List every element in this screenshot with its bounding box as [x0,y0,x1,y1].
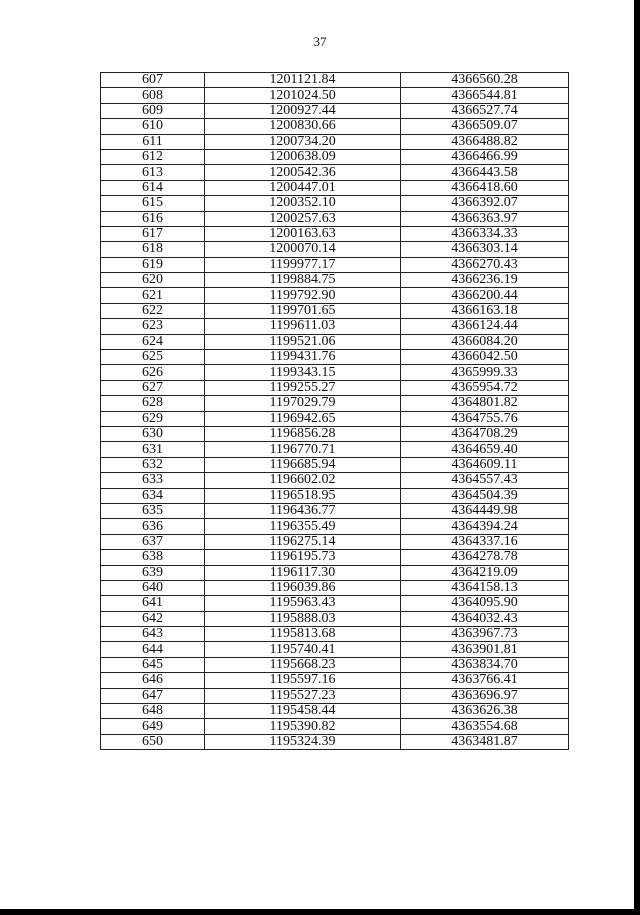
y-coordinate-cell: 4363554.68 [401,719,569,734]
point-number-cell: 614 [101,180,205,195]
x-coordinate-cell: 1195324.39 [205,734,401,749]
x-coordinate-cell: 1199792.90 [205,288,401,303]
table-row [101,534,569,549]
table-row [101,503,569,518]
point-number-cell: 647 [101,688,205,703]
table-row [101,704,569,719]
y-coordinate-cell: 4366163.18 [401,303,569,318]
x-coordinate-cell: 1196355.49 [205,519,401,534]
point-number-cell: 619 [101,257,205,272]
point-number-cell: 623 [101,319,205,334]
point-number-cell: 618 [101,242,205,257]
point-number-cell: 634 [101,488,205,503]
x-coordinate-cell: 1196195.73 [205,550,401,565]
table-row [101,319,569,334]
point-number-cell: 611 [101,134,205,149]
point-number-cell: 620 [101,273,205,288]
y-coordinate-cell: 4364032.43 [401,611,569,626]
y-coordinate-cell: 4364158.13 [401,580,569,595]
table-row [101,519,569,534]
table-row [101,426,569,441]
x-coordinate-cell: 1196770.71 [205,442,401,457]
table-row [101,473,569,488]
x-coordinate-cell: 1200638.09 [205,149,401,164]
table-row [101,396,569,411]
x-coordinate-cell: 1195740.41 [205,642,401,657]
table-row [101,596,569,611]
point-number-cell: 617 [101,226,205,241]
coordinates-table [100,72,569,750]
y-coordinate-cell: 4366084.20 [401,334,569,349]
x-coordinate-cell: 1199701.65 [205,303,401,318]
point-number-cell: 640 [101,580,205,595]
x-coordinate-cell: 1200927.44 [205,103,401,118]
y-coordinate-cell: 4366303.14 [401,242,569,257]
y-coordinate-cell: 4366443.58 [401,165,569,180]
point-number-cell: 628 [101,396,205,411]
x-coordinate-cell: 1200163.63 [205,226,401,241]
y-coordinate-cell: 4364278.78 [401,550,569,565]
x-coordinate-cell: 1199884.75 [205,273,401,288]
y-coordinate-cell: 4365999.33 [401,365,569,380]
x-coordinate-cell: 1195668.23 [205,657,401,672]
table-row [101,103,569,118]
x-coordinate-cell: 1200070.14 [205,242,401,257]
x-coordinate-cell: 1196685.94 [205,457,401,472]
point-number-cell: 627 [101,380,205,395]
y-coordinate-cell: 4363481.87 [401,734,569,749]
y-coordinate-cell: 4366466.99 [401,149,569,164]
x-coordinate-cell: 1199521.06 [205,334,401,349]
y-coordinate-cell: 4366560.28 [401,73,569,88]
x-coordinate-cell: 1199977.17 [205,257,401,272]
point-number-cell: 626 [101,365,205,380]
point-number-cell: 644 [101,642,205,657]
x-coordinate-cell: 1196039.86 [205,580,401,595]
x-coordinate-cell: 1196117.30 [205,565,401,580]
y-coordinate-cell: 4363967.73 [401,627,569,642]
x-coordinate-cell: 1199431.76 [205,350,401,365]
y-coordinate-cell: 4364219.09 [401,565,569,580]
point-number-cell: 622 [101,303,205,318]
table-row [101,673,569,688]
y-coordinate-cell: 4364557.43 [401,473,569,488]
y-coordinate-cell: 4366363.97 [401,211,569,226]
point-number-cell: 649 [101,719,205,734]
x-coordinate-cell: 1195813.68 [205,627,401,642]
y-coordinate-cell: 4363626.38 [401,704,569,719]
point-number-cell: 607 [101,73,205,88]
table-row [101,688,569,703]
table-row [101,642,569,657]
y-coordinate-cell: 4363834.70 [401,657,569,672]
table-row [101,119,569,134]
table-row [101,242,569,257]
coordinates-table-body [101,73,569,750]
y-coordinate-cell: 4366236.19 [401,273,569,288]
x-coordinate-cell: 1197029.79 [205,396,401,411]
y-coordinate-cell: 4364659.40 [401,442,569,457]
point-number-cell: 625 [101,350,205,365]
point-number-cell: 608 [101,88,205,103]
y-coordinate-cell: 4364394.24 [401,519,569,534]
point-number-cell: 621 [101,288,205,303]
x-coordinate-cell: 1200830.66 [205,119,401,134]
x-coordinate-cell: 1195458.44 [205,704,401,719]
table-row [101,288,569,303]
point-number-cell: 613 [101,165,205,180]
point-number-cell: 636 [101,519,205,534]
table-row [101,457,569,472]
x-coordinate-cell: 1196518.95 [205,488,401,503]
table-row [101,488,569,503]
x-coordinate-cell: 1195888.03 [205,611,401,626]
table-row [101,734,569,749]
page-number: 37 [313,34,327,49]
point-number-cell: 624 [101,334,205,349]
y-coordinate-cell: 4366509.07 [401,119,569,134]
y-coordinate-cell: 4364095.90 [401,596,569,611]
y-coordinate-cell: 4364708.29 [401,426,569,441]
x-coordinate-cell: 1199343.15 [205,365,401,380]
point-number-cell: 609 [101,103,205,118]
x-coordinate-cell: 1201121.84 [205,73,401,88]
y-coordinate-cell: 4364755.76 [401,411,569,426]
x-coordinate-cell: 1195597.16 [205,673,401,688]
y-coordinate-cell: 4366200.44 [401,288,569,303]
table-row [101,611,569,626]
table-row [101,180,569,195]
point-number-cell: 632 [101,457,205,472]
table-row [101,627,569,642]
x-coordinate-cell: 1200542.36 [205,165,401,180]
y-coordinate-cell: 4363696.97 [401,688,569,703]
x-coordinate-cell: 1200257.63 [205,211,401,226]
y-coordinate-cell: 4364504.39 [401,488,569,503]
x-coordinate-cell: 1195390.82 [205,719,401,734]
y-coordinate-cell: 4366334.33 [401,226,569,241]
table-row [101,334,569,349]
point-number-cell: 638 [101,550,205,565]
y-coordinate-cell: 4364337.16 [401,534,569,549]
point-number-cell: 615 [101,196,205,211]
point-number-cell: 637 [101,534,205,549]
table-row [101,211,569,226]
x-coordinate-cell: 1199255.27 [205,380,401,395]
x-coordinate-cell: 1196856.28 [205,426,401,441]
point-number-cell: 610 [101,119,205,134]
point-number-cell: 612 [101,149,205,164]
x-coordinate-cell: 1196602.02 [205,473,401,488]
point-number-cell: 639 [101,565,205,580]
table-row [101,657,569,672]
point-number-cell: 645 [101,657,205,672]
y-coordinate-cell: 4364449.98 [401,503,569,518]
table-row [101,303,569,318]
point-number-cell: 641 [101,596,205,611]
point-number-cell: 631 [101,442,205,457]
point-number-cell: 646 [101,673,205,688]
table-row [101,350,569,365]
y-coordinate-cell: 4366124.44 [401,319,569,334]
table-row [101,134,569,149]
table-row [101,442,569,457]
point-number-cell: 648 [101,704,205,719]
y-coordinate-cell: 4366042.50 [401,350,569,365]
point-number-cell: 629 [101,411,205,426]
x-coordinate-cell: 1199611.03 [205,319,401,334]
point-number-cell: 616 [101,211,205,226]
point-number-cell: 635 [101,503,205,518]
y-coordinate-cell: 4366488.82 [401,134,569,149]
y-coordinate-cell: 4366270.43 [401,257,569,272]
y-coordinate-cell: 4366418.60 [401,180,569,195]
y-coordinate-cell: 4364801.82 [401,396,569,411]
table-row [101,226,569,241]
point-number-cell: 642 [101,611,205,626]
table-row [101,719,569,734]
y-coordinate-cell: 4366392.07 [401,196,569,211]
y-coordinate-cell: 4365954.72 [401,380,569,395]
table-row [101,550,569,565]
y-coordinate-cell: 4366544.81 [401,88,569,103]
point-number-cell: 643 [101,627,205,642]
x-coordinate-cell: 1195527.23 [205,688,401,703]
x-coordinate-cell: 1196436.77 [205,503,401,518]
x-coordinate-cell: 1201024.50 [205,88,401,103]
table-row [101,411,569,426]
x-coordinate-cell: 1196275.14 [205,534,401,549]
x-coordinate-cell: 1200447.01 [205,180,401,195]
table-row [101,196,569,211]
table-row [101,149,569,164]
x-coordinate-cell: 1195963.43 [205,596,401,611]
table-row [101,73,569,88]
table-row [101,88,569,103]
y-coordinate-cell: 4363901.81 [401,642,569,657]
y-coordinate-cell: 4366527.74 [401,103,569,118]
table-row [101,165,569,180]
table-row [101,365,569,380]
table-row [101,580,569,595]
point-number-cell: 630 [101,426,205,441]
table-row [101,257,569,272]
y-coordinate-cell: 4364609.11 [401,457,569,472]
x-coordinate-cell: 1200352.10 [205,196,401,211]
x-coordinate-cell: 1196942.65 [205,411,401,426]
table-row [101,380,569,395]
point-number-cell: 633 [101,473,205,488]
y-coordinate-cell: 4363766.41 [401,673,569,688]
table-row [101,273,569,288]
point-number-cell: 650 [101,734,205,749]
x-coordinate-cell: 1200734.20 [205,134,401,149]
table-row [101,565,569,580]
